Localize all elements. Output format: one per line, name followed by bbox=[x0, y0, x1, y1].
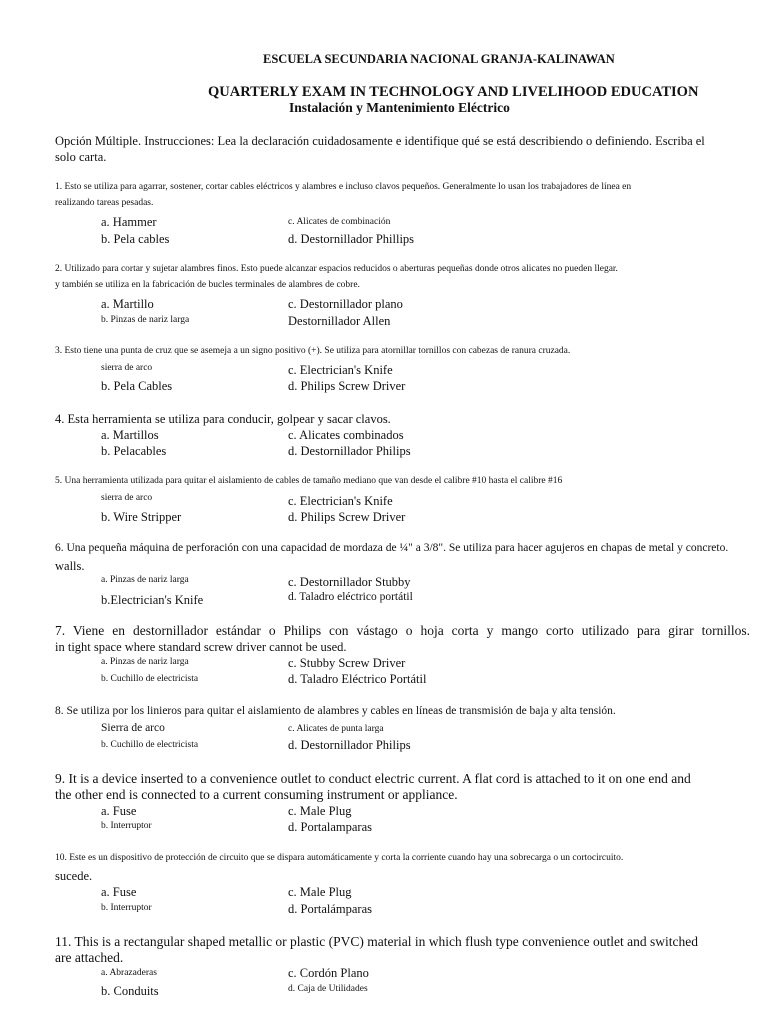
question-2-option-a[interactable]: a. Martillo bbox=[101, 297, 154, 311]
question-1-option-d[interactable]: d. Destornillador Phillips bbox=[288, 232, 415, 246]
question-10-option-c[interactable]: c. Male Plug bbox=[288, 885, 352, 899]
question-11-text-line-1: 11. This is a rectangular shaped metallic or plastic (PVC) material in which flush type convenience outlet and switched bbox=[55, 934, 698, 949]
instructions-line-1: Opción Múltiple. Instrucciones: Lea la declaración cuidadosamente e identifique qué se está describiendo o definiendo. Escriba el bbox=[55, 134, 705, 148]
question-7-option-b[interactable]: b. Cuchillo de electricista bbox=[101, 674, 199, 684]
question-9-text-line-2: the other end is connected to a current consuming instrument or appliance. bbox=[55, 787, 458, 802]
question-3-option-a[interactable]: sierra de arco bbox=[101, 363, 153, 373]
question-6-option-a[interactable]: a. Pinzas de nariz larga bbox=[101, 575, 189, 585]
question-5-text: 5. Una herramienta utilizada para quitar el aislamiento de cables de tamaño mediano que van desde el calibre #10 hasta el calibre #16 bbox=[55, 476, 563, 486]
question-10-option-a[interactable]: a. Fuse bbox=[101, 885, 137, 899]
question-6-text-line-2: walls. bbox=[55, 559, 85, 573]
question-5-option-a[interactable]: sierra de arco bbox=[101, 493, 153, 503]
question-10-option-d[interactable]: d. Portalámparas bbox=[288, 902, 373, 916]
question-9-text-line-1: 9. It is a device inserted to a convenience outlet to conduct electric current. A flat cord is attached to it on one end and bbox=[55, 771, 691, 786]
question-7-option-d[interactable]: d. Taladro Eléctrico Portátil bbox=[288, 672, 427, 686]
question-10-text-line-2: sucede. bbox=[55, 869, 93, 883]
question-11-option-d[interactable]: d. Caja de Utilidades bbox=[288, 984, 368, 994]
question-5-option-b[interactable]: b. Wire Stripper bbox=[101, 510, 182, 524]
question-8-option-a[interactable]: Sierra de arco bbox=[101, 722, 165, 734]
question-4-option-b[interactable]: b. Pelacables bbox=[101, 444, 167, 458]
question-2-text-line-2: y también se utiliza en la fabricación de bucles terminales de alambres de cobre. bbox=[55, 280, 360, 290]
question-11-text-line-2: are attached. bbox=[55, 950, 124, 965]
question-4-option-c[interactable]: c. Alicates combinados bbox=[288, 428, 404, 442]
question-1-text-line-2: realizando tareas pesadas. bbox=[55, 198, 154, 208]
question-8-option-b[interactable]: b. Cuchillo de electricista bbox=[101, 740, 199, 750]
question-3-option-b[interactable]: b. Pela Cables bbox=[101, 379, 173, 393]
question-1-option-c[interactable]: c. Alicates de combinación bbox=[288, 217, 391, 227]
question-1-text-line-1: 1. Esto se utiliza para agarrar, sostener, cortar cables eléctricos y alambres e incluso clavos pequeños. Generalmente lo usan los trabajadores de línea en bbox=[55, 182, 632, 192]
question-3-option-c[interactable]: c. Electrician's Knife bbox=[288, 363, 393, 377]
question-7-option-c[interactable]: c. Stubby Screw Driver bbox=[288, 656, 406, 670]
question-8-text: 8. Se utiliza por los linieros para quitar el aislamiento de alambres y cables en líneas de transmisión de baja y alta tensión. bbox=[55, 705, 616, 717]
question-3-option-d[interactable]: d. Philips Screw Driver bbox=[288, 379, 406, 393]
question-2-option-b[interactable]: b. Pinzas de nariz larga bbox=[101, 315, 190, 325]
question-9-option-d[interactable]: d. Portalamparas bbox=[288, 820, 373, 834]
question-8-option-d[interactable]: d. Destornillador Philips bbox=[288, 738, 411, 752]
question-10-option-b[interactable]: b. Interruptor bbox=[101, 903, 152, 913]
question-7-text-line-1: 7. Viene en destornillador estándar o Philips con vástago o hoja corta y mango corto utilizado para girar tornillos. bbox=[55, 623, 750, 638]
question-5-option-c[interactable]: c. Electrician's Knife bbox=[288, 494, 393, 508]
question-1-option-b[interactable]: b. Pela cables bbox=[101, 232, 170, 246]
exam-subtitle: Instalación y Mantenimiento Eléctrico bbox=[289, 100, 510, 115]
question-7-text-line-2: in tight space where standard screw driver cannot be used. bbox=[55, 640, 347, 654]
question-2-option-c[interactable]: c. Destornillador plano bbox=[288, 297, 403, 311]
question-4-text: 4. Esta herramienta se utiliza para conducir, golpear y sacar clavos. bbox=[55, 412, 391, 426]
question-11-option-c[interactable]: c. Cordón Plano bbox=[288, 966, 369, 980]
question-6-text-line-1: 6. Una pequeña máquina de perforación con una capacidad de mordaza de ¼" a 3/8". Se utiliza para hacer agujeros en chapas de metal y concreto. bbox=[55, 542, 729, 554]
instructions-line-2: solo carta. bbox=[55, 150, 107, 164]
instructions bbox=[55, 133, 725, 165]
question-6-option-d[interactable]: d. Taladro eléctrico portátil bbox=[288, 591, 413, 603]
question-11-option-a[interactable]: a. Abrazaderas bbox=[101, 968, 157, 978]
question-9-option-a[interactable]: a. Fuse bbox=[101, 804, 137, 818]
question-2-option-d[interactable]: Destornillador Allen bbox=[288, 314, 391, 328]
question-3-text: 3. Esto tiene una punta de cruz que se asemeja a un signo positivo (+). Se utiliza para atornillar tornillos con cabezas de ranura cruzada. bbox=[55, 346, 571, 356]
question-4-option-a[interactable]: a. Martillos bbox=[101, 428, 159, 442]
school-name: ESCUELA SECUNDARIA NACIONAL GRANJA-KALINAWAN bbox=[263, 52, 615, 66]
question-7-option-a[interactable]: a. Pinzas de nariz larga bbox=[101, 657, 189, 667]
question-6-option-b[interactable]: b.Electrician's Knife bbox=[101, 593, 204, 607]
question-5-option-d[interactable]: d. Philips Screw Driver bbox=[288, 510, 406, 524]
question-10-text-line-1: 10. Este es un dispositivo de protección de circuito que se dispara automáticamente y corta la corriente cuando hay una sobrecarga o un cortocircuito. bbox=[55, 853, 624, 863]
question-2-text-line-1: 2. Utilizado para cortar y sujetar alambres finos. Esto puede alcanzar espacios reducidos o aberturas pequeñas donde otros alicates no pueden llegar. bbox=[55, 264, 618, 274]
question-9-option-c[interactable]: c. Male Plug bbox=[288, 804, 352, 818]
question-1-option-a[interactable]: a. Hammer bbox=[101, 215, 157, 229]
question-11-option-b[interactable]: b. Conduits bbox=[101, 984, 159, 998]
question-8-option-c[interactable]: c. Alicates de punta larga bbox=[288, 724, 384, 734]
exam-title: QUARTERLY EXAM IN TECHNOLOGY AND LIVELIHOOD EDUCATION bbox=[208, 84, 699, 100]
question-9-option-b[interactable]: b. Interruptor bbox=[101, 821, 152, 831]
question-4-option-d[interactable]: d. Destornillador Philips bbox=[288, 444, 411, 458]
question-6-option-c[interactable]: c. Destornillador Stubby bbox=[288, 575, 411, 589]
